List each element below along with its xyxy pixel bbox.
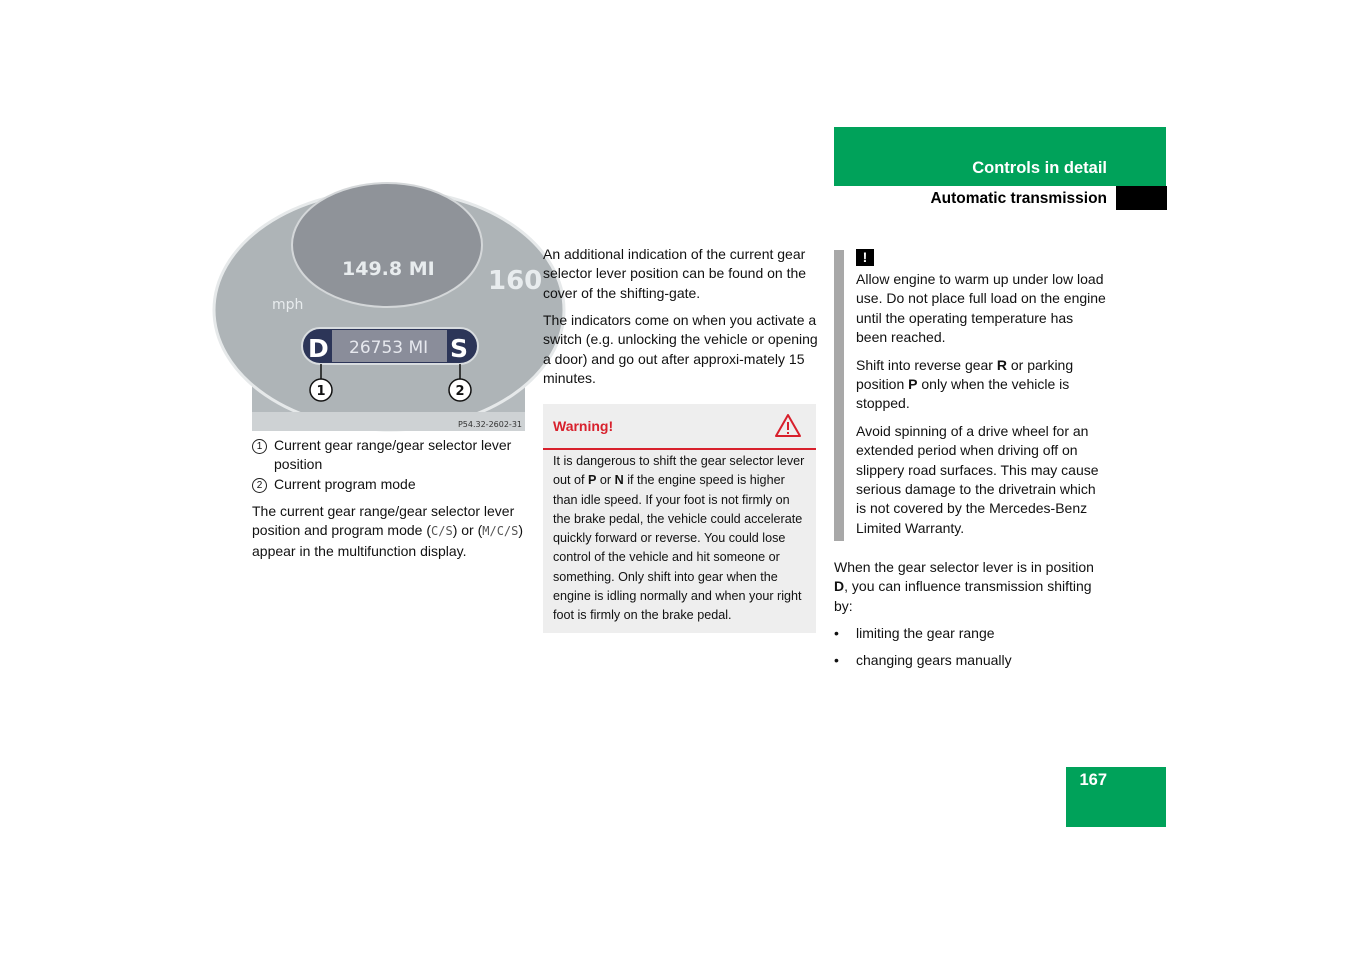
instrument-cluster-drawing <box>252 250 543 431</box>
warning-box <box>543 404 816 633</box>
page-number: 167 <box>1079 771 1107 789</box>
image-code: P54.32-2602-31 <box>457 420 522 429</box>
callout-1: 1 <box>316 384 326 399</box>
legend-number: 1 <box>252 439 267 454</box>
mode-code: C/S <box>431 524 453 539</box>
para-text: When the gear selector lever is in position <box>834 559 1094 575</box>
mode-code: M/C/S <box>482 524 519 539</box>
header-black-tab <box>1116 186 1167 210</box>
note-paragraph: Avoid spinning of a drive wheel for an extended period when driving off on slippery road surfaces. This may cause serious damage to the drivetrain which is not covered by the Mercedes-Benz Limited Warranty. <box>856 422 1099 536</box>
instrument-cluster-figure <box>252 250 543 431</box>
legend-text: Current program mode <box>274 475 416 492</box>
mileage-display: 26753 MI <box>349 338 429 358</box>
note-text: only when the vehicle is stopped. <box>856 376 1070 412</box>
gear-letter: N <box>614 473 624 488</box>
col3-paragraph <box>834 558 1109 616</box>
note-text: or parking position <box>856 356 1074 393</box>
legend-item <box>252 475 525 494</box>
callout-2: 2 <box>455 384 465 399</box>
gear-letter: P <box>908 376 918 393</box>
gear-letter: R <box>996 356 1007 373</box>
gear-letter: D <box>834 578 845 595</box>
note-body <box>856 270 1108 546</box>
note-paragraph <box>856 356 1108 414</box>
odometer-top: 149.8 MI <box>342 258 435 280</box>
list-item: • changing gears manually <box>834 651 1109 670</box>
figure-legend <box>252 436 525 494</box>
note-paragraph: Allow engine to warm up under low load use. Do not place full load on the engine until the operating temperature has been reached. <box>856 271 1106 346</box>
warning-body <box>553 452 809 626</box>
para-text: ) appear in the multifunction display. <box>252 522 524 559</box>
options-list <box>834 624 1109 679</box>
list-item: • limiting the gear range <box>834 624 1109 643</box>
warning-triangle-icon <box>774 413 802 443</box>
legend-item <box>252 436 525 475</box>
warning-title: Warning! <box>553 418 614 434</box>
legend-text: Current gear range/gear selector lever position <box>274 437 512 473</box>
note-side-bar <box>834 250 844 541</box>
para-text: The current gear range/gear selector lever position and program mode ( <box>252 503 515 539</box>
warning-text: if the engine speed is higher than idle speed. If your foot is not firmly on the brake pedal, the vehicle could accelerate quickly forward or reverse. You could lose control of the vehicle and hit someone or something. Only shift into gear when the engine is idling normally and when your right foot is firmly on the brake pedal. <box>553 473 803 623</box>
para-text: , you can influence transmission shifting by: <box>834 578 1092 614</box>
para-text: ) or ( <box>452 522 483 539</box>
gear-indicator: D <box>308 334 329 363</box>
col1-paragraph <box>252 502 525 561</box>
unit-label: mph <box>272 297 304 313</box>
gear-letter: P <box>588 473 597 488</box>
col2-paragraph: The indicators come on when you activate a switch (e.g. unlocking the vehicle or opening a door) and go out after approxi-mately 15 minutes. <box>543 312 818 387</box>
warning-text: It is dangerous to shift the gear selector lever out of <box>553 454 805 488</box>
legend-number: 2 <box>252 478 267 493</box>
note-exclamation-icon: ! <box>856 249 874 266</box>
speed-mark: 160 <box>488 266 543 296</box>
col2-paragraph: An additional indication of the current gear selector lever position can be found on the cover of the shifting-gate. <box>543 246 807 301</box>
warning-header <box>543 404 816 450</box>
section-title: Controls in detail <box>972 159 1107 177</box>
program-mode-indicator: S <box>450 334 469 363</box>
warning-text: or <box>596 473 615 488</box>
note-text: Shift into reverse gear <box>856 356 997 373</box>
subsection-title: Automatic transmission <box>930 190 1107 207</box>
